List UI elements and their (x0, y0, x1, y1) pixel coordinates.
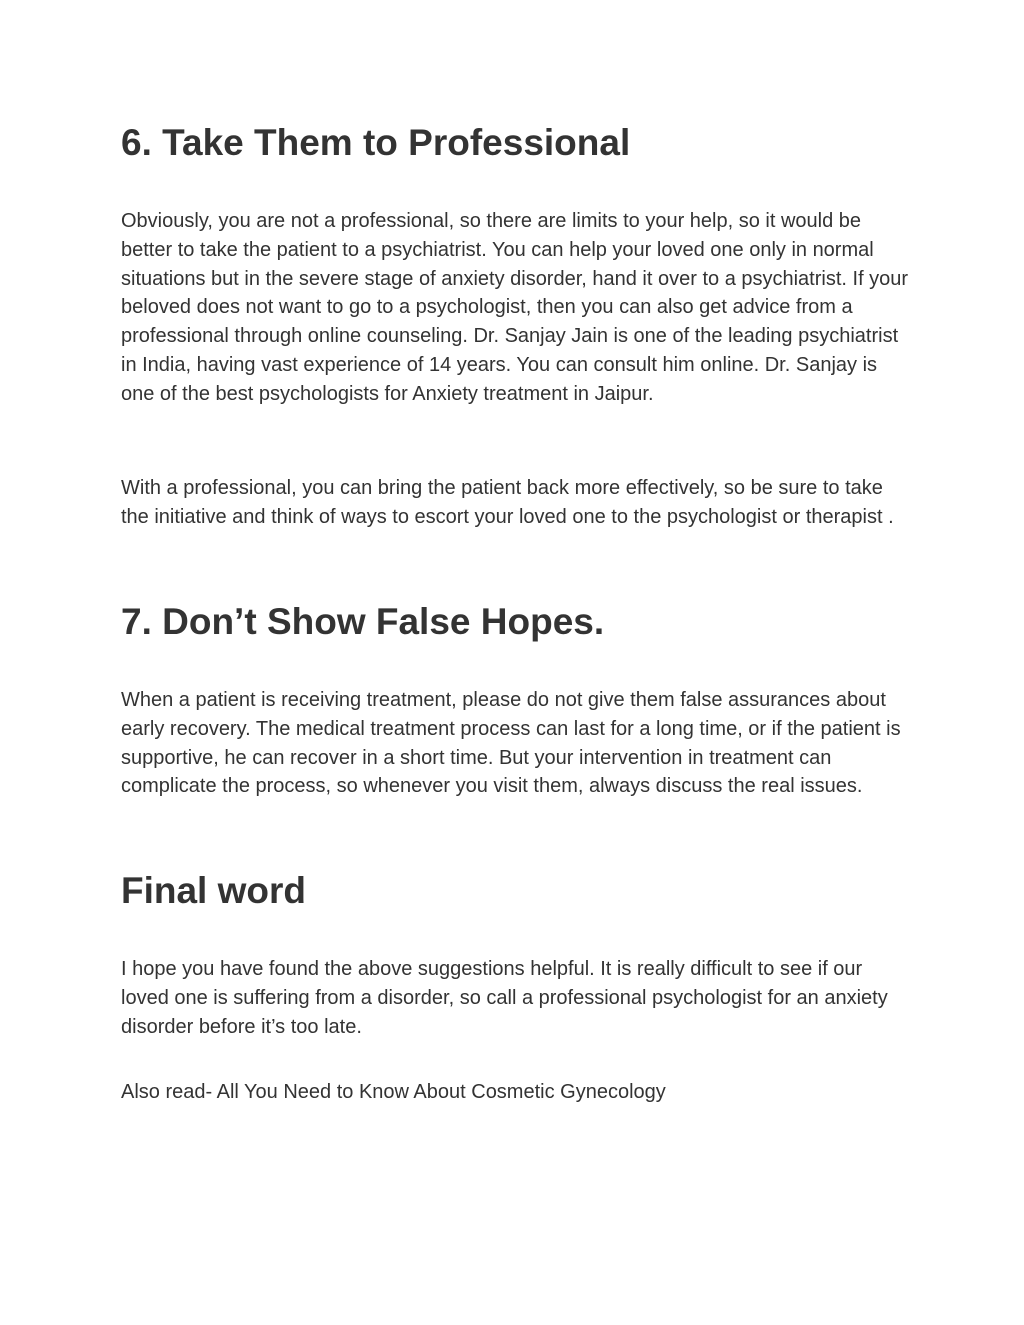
also-read-line: Also read- All You Need to Know About Cosmetic Gynecology (121, 1081, 666, 1103)
section-heading-final-word: Final word (121, 870, 306, 911)
paragraph-final-word: I hope you have found the above suggestions helpful. It is really difficult to see if our loved one is suffering from a disorder, so call a professional psychologist for an anxiety disorder before it’s too late. (121, 958, 888, 1038)
paragraph-professional-help: Obviously, you are not a professional, so there are limits to your help, so it would be better to take the patient to a psychiatrist. You can help your loved one only in normal situations but in the severe stage of anxiety disorder, hand it over to a psychiatrist. If your beloved does not want to go to a psychologist, then you can also get advice from a professional through online counseling. Dr. Sanjay Jain is one of the leading psychiatrist in India, having vast experience of 14 years. You can consult him online. Dr. Sanjay is one of the best psychologists for Anxiety treatment in Jaipur. (121, 210, 909, 405)
section-heading-take-them-to-professional: 6. Take Them to Professional (121, 122, 631, 163)
paragraph-false-hopes: When a patient is receiving treatment, please do not give them false assurances about early recovery. The medical treatment process can last for a long time, or if the patient is supportive, he can recover in a short time. But your intervention in treatment can complicate the process, so whenever you visit them, always discuss the real issues. (121, 689, 901, 798)
paragraph-professional-effectiveness: With a professional, you can bring the patient back more effectively, so be sure to take the initiative and think of ways to escort your loved one to the psychologist or therapist . (121, 477, 894, 528)
section-heading-dont-show-false-hopes: 7. Don’t Show False Hopes. (121, 601, 605, 642)
